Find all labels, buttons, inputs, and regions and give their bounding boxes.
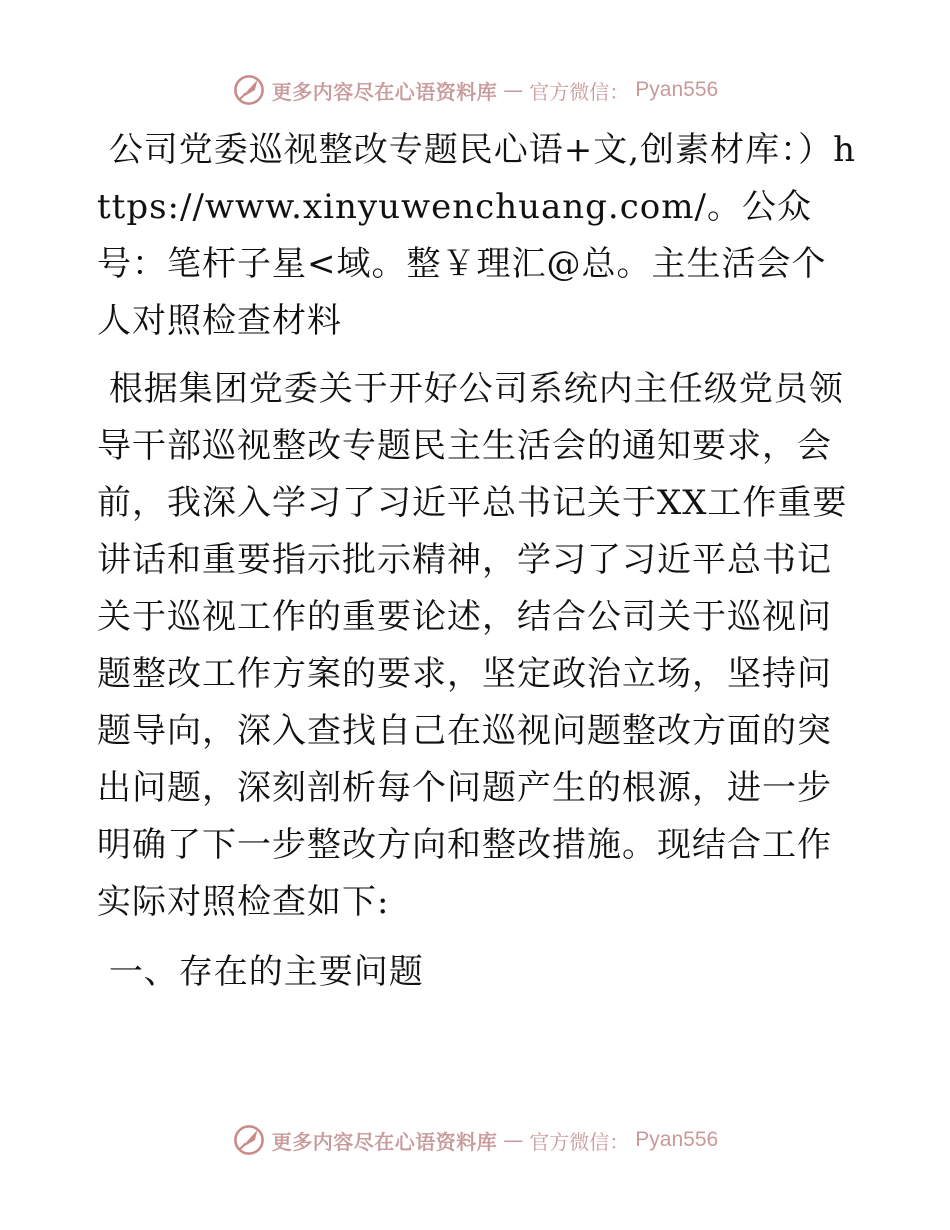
banner-slogan: 更多内容尽在心语资料库: [271, 79, 498, 104]
banner-handle: Pyan556: [635, 78, 719, 101]
banner-handle: Pyan556: [635, 1128, 719, 1151]
banner-label: 官方微信：: [529, 1129, 630, 1154]
banner-dash: —: [503, 1128, 524, 1152]
document-body: [97, 122, 857, 1001]
footer-watermark-banner: [0, 1118, 950, 1162]
banner-dash: —: [503, 78, 524, 102]
quill-logo-icon: [232, 1123, 266, 1157]
title-paragraph: 公司党委巡视整改专题民心语+文,创素材库：）https://www.xinyuwenchuang.com/。公众号：笔杆子星<域。整￥理汇@总。主生活会个人对照检查材料: [97, 130, 857, 341]
section-heading: 一、存在的主要问题: [97, 952, 424, 992]
quill-logo-icon: [232, 73, 266, 107]
header-watermark-banner: [0, 68, 950, 112]
banner-content: [232, 1123, 718, 1157]
banner-label: 官方微信：: [529, 79, 630, 104]
banner-slogan: 更多内容尽在心语资料库: [271, 1129, 498, 1154]
banner-content: [232, 73, 718, 107]
intro-paragraph: 根据集团党委关于开好公司系统内主任级党员领导干部巡视整改专题民主生活会的通知要求，会前，我深入学习了习近平总书记关于XX工作重要讲话和重要指示批示精神，学习了习近平总书记关于巡视工作的重要论述，结合公司关于巡视问题整改工作方案的要求，坚定政治立场，坚持问题导向，深入查找自己在巡视问题整改方面的突出问题，深刻剖析每个问题产生的根源，进一步明确了下一步整改方向和整改措施。现结合工作实际对照检查如下:: [97, 369, 848, 922]
